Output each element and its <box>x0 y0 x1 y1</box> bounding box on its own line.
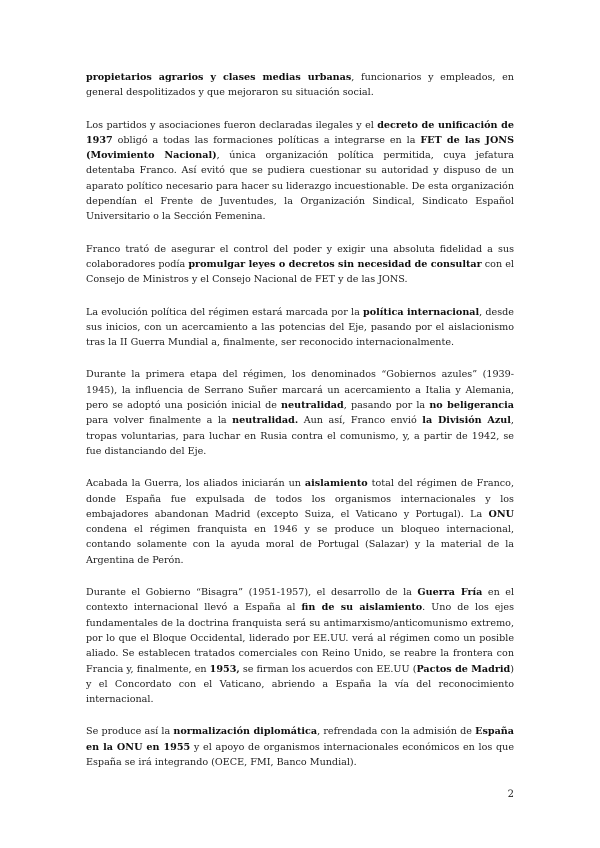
text-run: , única organización política permitida, cuya jefatura detentaba Franco. Así evitó que se pudiera cuestionar su autoridad y dispuso de un aparato político necesario para hacer su liderazgo incuestionable. De esta organización dependían el Frente de Juventudes, la Organización Sindical, Sindicato Español Universitario o la Sección Femenina. <box>86 150 514 223</box>
text-run: obligó a todas las formaciones políticas a integrarse en la <box>112 134 421 146</box>
bold-text: política internacional <box>363 306 480 318</box>
text-run: y el apoyo de organismos internacionales económicos en los que España se irá integrando (OECE, FMI, Banco Mundial). <box>86 741 514 768</box>
paragraph <box>86 724 514 770</box>
bold-text: fin de su aislamiento <box>301 602 423 614</box>
text-run: Se produce así la <box>86 726 174 738</box>
bold-text: aislamiento <box>304 478 368 490</box>
bold-text: no beligerancia <box>429 400 514 412</box>
paragraph <box>86 70 514 101</box>
text-run: Durante la primera etapa del régimen, los denominados “Gobiernos azules” (1939-1945), la influencia de Serrano Suñer marcará un acercamiento a Italia y Alemania, pero se adoptó una posición inicial de <box>86 369 514 412</box>
text-run: total del régimen de Franco, donde España fue expulsada de todos los organismos internacionales y los embajadores abandonan Madrid (excepto Suiza, el Vaticano y Portugal). La <box>86 478 515 520</box>
bold-text: 1953, <box>209 663 240 675</box>
bold-text: neutralidad <box>281 400 344 412</box>
paragraph <box>86 585 514 707</box>
text-run: Durante el Gobierno “Bisagra” (1951-1957), el desarrollo de la <box>86 587 418 599</box>
text-run: ) y el Concordato con el Vaticano, abriendo a España la vía del reconocimiento internacional. <box>86 663 514 706</box>
text-run: condena el régimen franquista en 1946 y se produce un bloqueo internacional, contando solamente con la ayuda moral de Portugal (Salazar) y la material de la Argentina de Perón. <box>86 524 514 566</box>
bold-text: normalización diplomática <box>173 726 318 738</box>
text-run: , pasando por la <box>343 400 430 412</box>
text-run: , desde sus inicios, con un acercamiento a las potencias del Eje, pasando por el aislacionismo tras la II Guerra Mundial a, finalmente, ser reconocido internacionalmente. <box>86 306 514 349</box>
text-run: se firman los acuerdos con EE.UU ( <box>239 663 417 675</box>
paragraph <box>86 118 514 225</box>
bold-text: neutralidad. <box>232 415 299 427</box>
paragraph <box>86 242 514 288</box>
bold-text: Pactos de Madrid <box>416 663 511 675</box>
text-run: con el Consejo de Ministros y el Consejo Nacional de FET y de las JONS. <box>86 258 514 286</box>
page-number: 2 <box>507 789 514 800</box>
bold-text: la División Azul <box>422 415 511 427</box>
text-run: La evolución política del régimen estará marcada por la <box>86 306 363 318</box>
text-run: , refrendada con la admisión de <box>317 726 476 738</box>
text-run: , funcionarios y empleados, en general despolitizados y que mejoraron su situación social. <box>86 72 514 99</box>
text-run: , tropas voluntarias, para luchar en Rusia contra el comunismo, y, a partir de 1942, se fue distanciando del Eje. <box>86 415 514 457</box>
paragraph <box>86 305 514 351</box>
bold-text: Guerra Fría <box>417 587 483 599</box>
bold-text: España en la ONU en 1955 <box>86 726 515 753</box>
text-run: para volver finalmente a la <box>86 415 233 427</box>
bold-text: ONU <box>488 508 514 520</box>
text-run: Aun así, Franco envió <box>298 415 423 427</box>
bold-text: promulgar leyes o decretos sin necesidad de consultar <box>188 258 482 270</box>
text-run: Los partidos y asociaciones fueron declaradas ilegales y el <box>86 119 378 131</box>
text-run: en el contexto internacional llevó a España al <box>86 587 515 614</box>
text-run: Acabada la Guerra, los aliados iniciarán un <box>86 478 305 490</box>
bold-text: decreto de unificación de 1937 <box>86 119 514 146</box>
paragraph <box>86 476 514 568</box>
bold-text: propietarios agrarios y clases medias urbanas <box>86 72 352 83</box>
paragraph <box>86 367 514 459</box>
text-run: . Uno de los ejes fundamentales de la doctrina franquista será su antimarxismo/anticomunismo extremo, por lo que el Bloque Occidental, liderado por EE.UU. verá al régimen como un posible aliado. Se establecen tratados comerciales con Reino Unido, se reabre la frontera con Francia y, finalmente, en <box>86 602 514 675</box>
document-body <box>86 70 514 787</box>
bold-text: FET de las JONS (Movimiento Nacional) <box>86 134 514 162</box>
text-run: Franco trató de asegurar el control del poder y exigir una absoluta fidelidad a sus colaboradores podía <box>86 243 514 270</box>
